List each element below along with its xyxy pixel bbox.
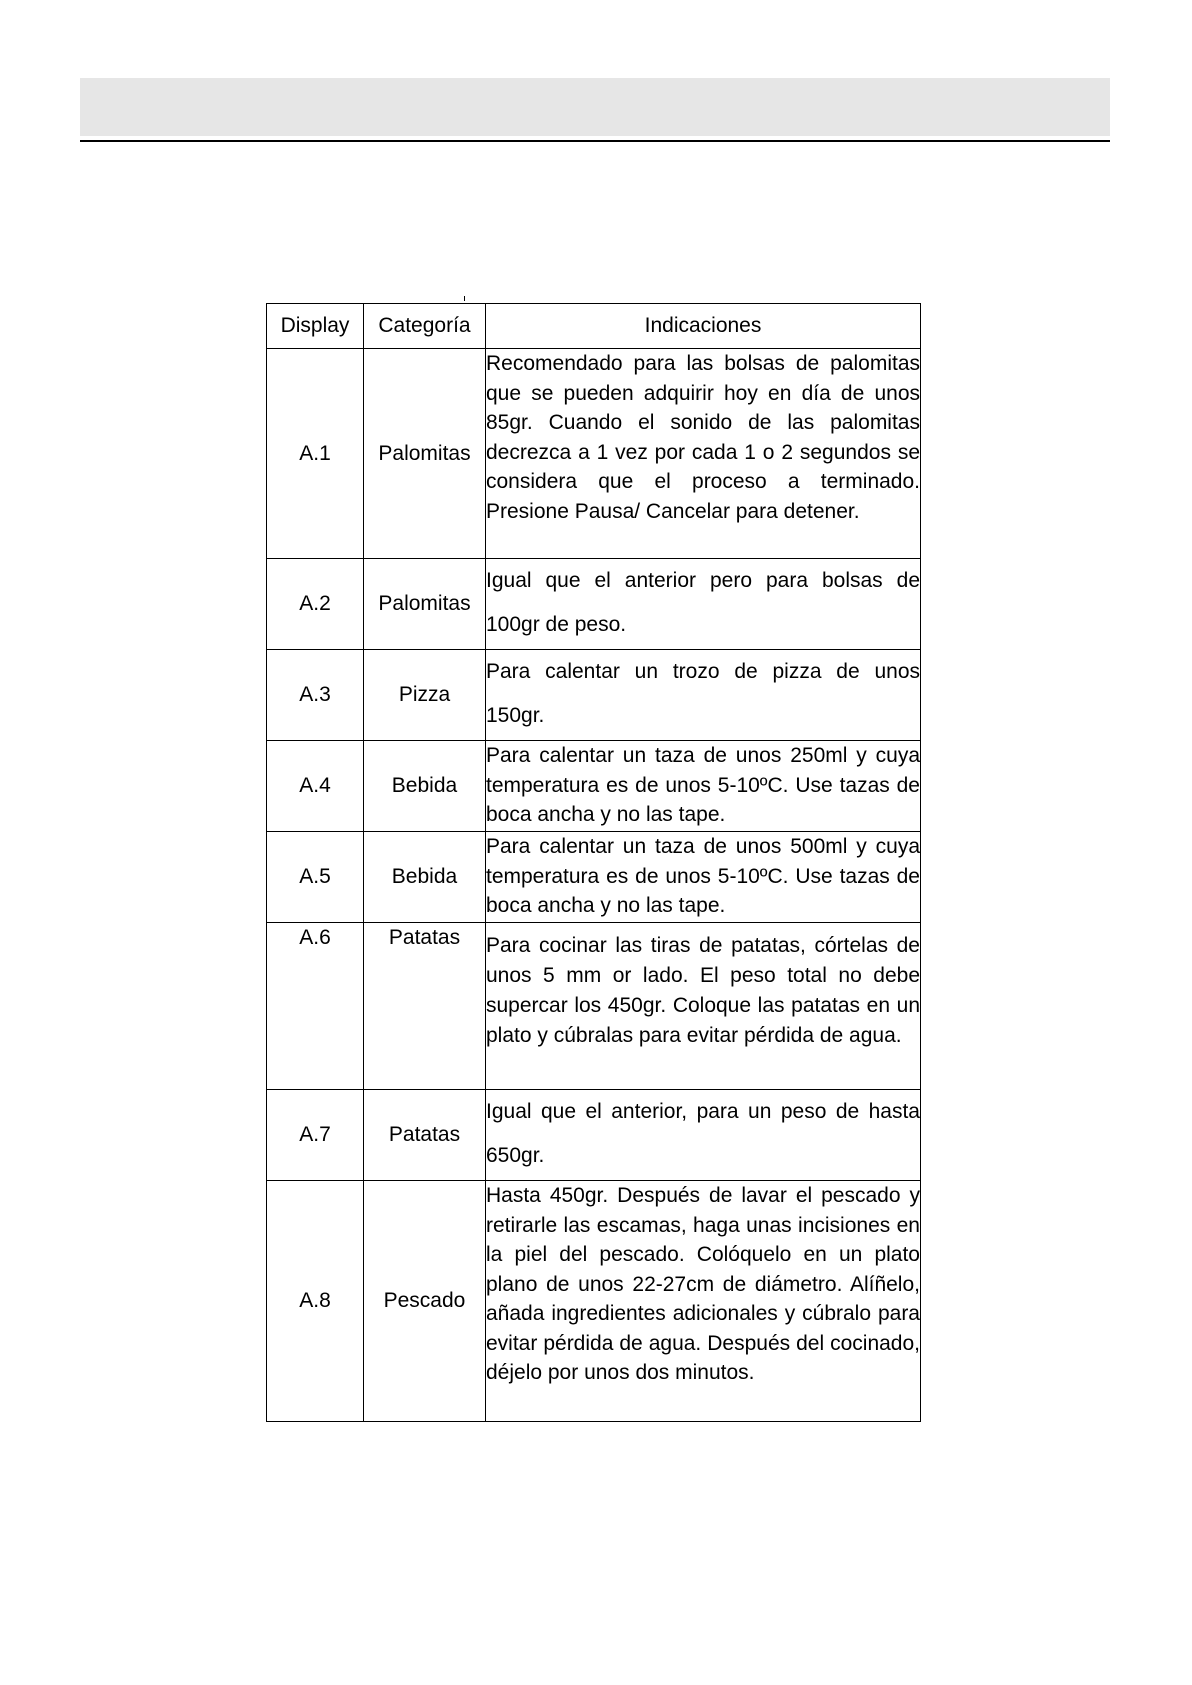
- display-code: A.8: [267, 1181, 364, 1422]
- table-row: [267, 923, 921, 1090]
- table-row: [267, 741, 921, 832]
- instructions: Para calentar un taza de unos 500ml y cuya temperatura es de unos 5-10ºC. Use tazas de boca ancha y no las tape.: [486, 832, 921, 923]
- category: Palomitas: [364, 349, 486, 559]
- display-code: A.5: [267, 832, 364, 923]
- stray-tick-mark: [464, 296, 465, 301]
- header-display: Display: [267, 304, 364, 349]
- instructions: Igual que el anterior, para un peso de hasta 650gr.: [486, 1090, 921, 1181]
- display-code: A.7: [267, 1090, 364, 1181]
- table-row: [267, 650, 921, 741]
- category: Patatas: [364, 1090, 486, 1181]
- display-code: A.2: [267, 559, 364, 650]
- category: Pescado: [364, 1181, 486, 1422]
- category: Bebida: [364, 832, 486, 923]
- display-code: A.3: [267, 650, 364, 741]
- header-categoria: Categoría: [364, 304, 486, 349]
- table-header-row: [267, 304, 921, 349]
- instructions: Para calentar un taza de unos 250ml y cuya temperatura es de unos 5-10ºC. Use tazas de boca ancha y no las tape.: [486, 741, 921, 832]
- instructions: Para cocinar las tiras de patatas, córtelas de unos 5 mm or lado. El peso total no debe supercar los 450gr. Coloque las patatas en un plato y cúbralas para evitar pérdida de agua.: [486, 923, 921, 1090]
- category: Palomitas: [364, 559, 486, 650]
- display-code: A.1: [267, 349, 364, 559]
- table-row: [267, 832, 921, 923]
- category: Patatas: [364, 923, 486, 1090]
- instructions: Hasta 450gr. Después de lavar el pescado y retirarle las escamas, haga unas incisiones en la piel del pescado. Colóquelo en un plato plano de unos 22-27cm de diámetro. Alíñelo, añada ingredientes adicionales y cúbralo para evitar pérdida de agua. Después del cocinado, déjelo por unos dos minutos.: [486, 1181, 921, 1422]
- instructions: Igual que el anterior pero para bolsas de 100gr de peso.: [486, 559, 921, 650]
- instructions: Recomendado para las bolsas de palomitas que se pueden adquirir hoy en día de unos 85gr. Cuando el sonido de las palomitas decrezca a 1 vez por cada 1 o 2 segundos se considera que el proceso a terminado. Presione Pausa/ Cancelar para detener.: [486, 349, 921, 559]
- table-row: [267, 1090, 921, 1181]
- header-divider: [80, 140, 1110, 142]
- header-indicaciones: Indicaciones: [486, 304, 921, 349]
- table-row: [267, 559, 921, 650]
- table-row: [267, 349, 921, 559]
- category: Bebida: [364, 741, 486, 832]
- category: Pizza: [364, 650, 486, 741]
- header-band: [80, 78, 1110, 136]
- display-code: A.6: [267, 923, 364, 1090]
- auto-menu-table: [266, 303, 921, 1422]
- instructions: Para calentar un trozo de pizza de unos 150gr.: [486, 650, 921, 741]
- table-row: [267, 1181, 921, 1422]
- display-code: A.4: [267, 741, 364, 832]
